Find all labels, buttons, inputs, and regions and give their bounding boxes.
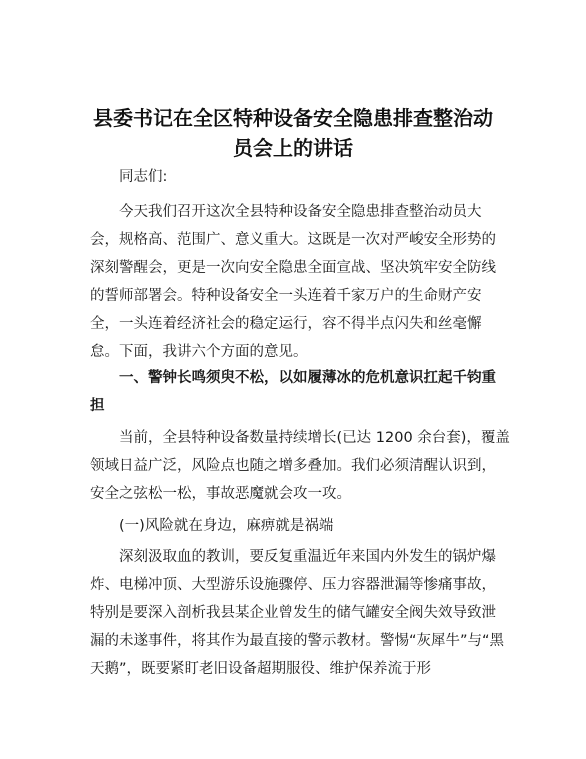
greeting-text: 同志们: xyxy=(119,169,168,185)
subsection-heading-1: (一)风险就在身边，麻痹就是祸端 xyxy=(119,518,334,534)
paragraph-current-situation: 当前，全县特种设备数量持续增长(已达 1200 余台套)，覆盖领域日益广泛，风险点也随之增多叠加。我们必须清醒认识到，安全之弦松一松，事故恶魔就会攻一攻。 xyxy=(90,430,510,502)
document-title-line-2: 员会上的讲话 xyxy=(233,136,353,160)
paragraph-lessons: 深刻汲取血的教训，要反复重温近年来国内外发生的锅炉爆炸、电梯冲顶、大型游乐设施骤停、压力容器泄漏等惨痛事故，特别是要深入剖析我县某企业曾发生的储气罐安全阀失效导致泄漏的未遂事件，将其作为最直接的警示教材。警惕“灰犀牛”与“黑天鹅”，既要紧盯老旧设备超期服役、维护保养流于形 xyxy=(90,549,505,677)
document-title-line-1: 县委书记在全区特种设备安全隐患排查整治动 xyxy=(93,106,493,130)
paragraph-intro: 今天我们召开这次全县特种设备安全隐患排查整治动员大会，规格高、范围广、意义重大。这既是一次对严峻安全形势的深刻警醒会，更是一次向安全隐患全面宣战、坚决筑牢安全防线的誓师部署会。特种设备安全一头连着千家万户的生命财产安全，一头连着经济社会的稳定运行，容不得半点闪失和丝毫懈怠。下面，我讲六个方面的意见。 xyxy=(90,204,496,360)
section-heading-1: 一、警钟长鸣须臾不松，以如履薄冰的危机意识扛起千钧重担 xyxy=(90,370,496,414)
